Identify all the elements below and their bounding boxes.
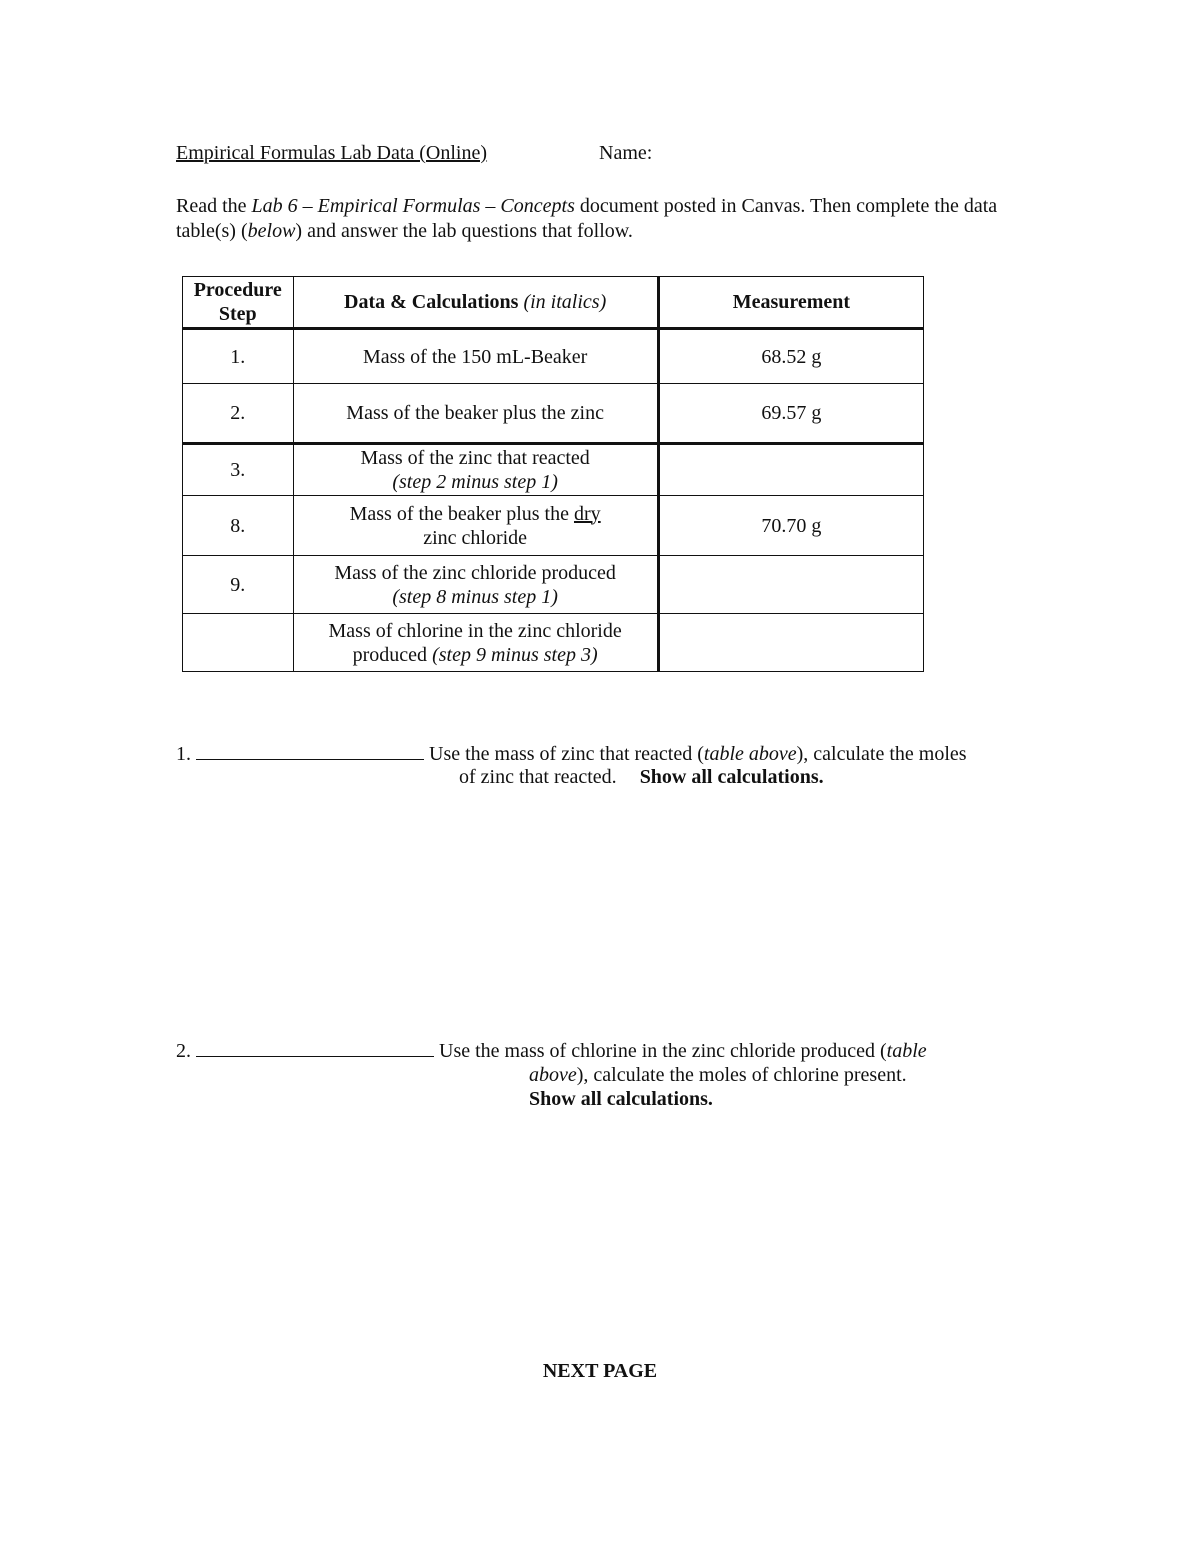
question-text: Use the mass of zinc that reacted ( [429,743,704,765]
step-cell: 8. [183,496,294,556]
question-1-line2 [459,765,824,789]
question-text: ), calculate the moles [796,743,967,765]
table-row [183,556,924,614]
step-cell: 9. [183,556,294,614]
table-row [183,384,924,444]
data-table [182,276,924,672]
question-number: 2. [176,1040,191,1062]
description-cell: Mass of the zinc chloride produced (step 8 minus step 1) [293,556,658,614]
show-calculations: Show all calculations. [639,766,824,788]
header-procedure-step: Procedure Step [183,277,294,329]
description-cell: Mass of the beaker plus the zinc [293,384,658,444]
question-text: of zinc that reacted. [459,766,617,788]
measurement-cell[interactable]: 70.70 g [658,496,923,556]
measurement-cell[interactable]: 68.52 g [658,329,923,384]
measurement-cell[interactable]: 69.57 g [658,384,923,444]
table-row [183,329,924,384]
description-cell: Mass of the beaker plus the dry zinc chloride [293,496,658,556]
table-row [183,444,924,496]
header-measurement: Measurement [658,277,923,329]
table-row [183,496,924,556]
step-cell [183,614,294,672]
next-page-label: NEXT PAGE [542,1360,658,1382]
intro-text-2: document posted in Canvas. Then complete the data table(s) ( [176,195,998,242]
measurement-cell[interactable] [658,556,923,614]
header-data-calculations: Data & Calculations (in italics) [293,277,658,329]
intro-text-3: ) and answer the lab questions that follow. [295,220,633,242]
table-row [183,614,924,672]
answer-blank[interactable] [196,741,424,760]
lab-title: Lab 6 – Empirical Formulas – Concepts [251,195,575,217]
name-label: Name: [599,142,653,164]
step-cell: 1. [183,329,294,384]
question-italic: above [529,1064,577,1086]
instructions [176,194,1056,244]
question-1 [176,741,1056,766]
table-header-row [183,277,924,329]
intro-text-1: Read the [176,195,252,217]
question-text: ), calculate the moles of chlorine present. [576,1064,907,1086]
question-italic: table [886,1040,927,1062]
description-cell: Mass of the zinc that reacted (step 2 minus step 1) [293,444,658,496]
step-cell: 2. [183,384,294,444]
question-text: Use the mass of chlorine in the zinc chloride produced ( [439,1040,887,1062]
question-italic: table above [703,743,797,765]
show-calculations: Show all calculations. [529,1088,713,1110]
intro-below: below [247,220,296,242]
question-number: 1. [176,743,191,765]
question-2 [176,1038,1056,1063]
answer-blank[interactable] [196,1038,434,1057]
page-title: Empirical Formulas Lab Data (Online) [176,142,488,164]
step-cell: 3. [183,444,294,496]
description-cell: Mass of the 150 mL-Beaker [293,329,658,384]
measurement-cell[interactable] [658,614,923,672]
measurement-cell[interactable] [658,444,923,496]
description-cell: Mass of chlorine in the zinc chloride produced (step 9 minus step 3) [293,614,658,672]
question-2-line2 [529,1063,907,1087]
